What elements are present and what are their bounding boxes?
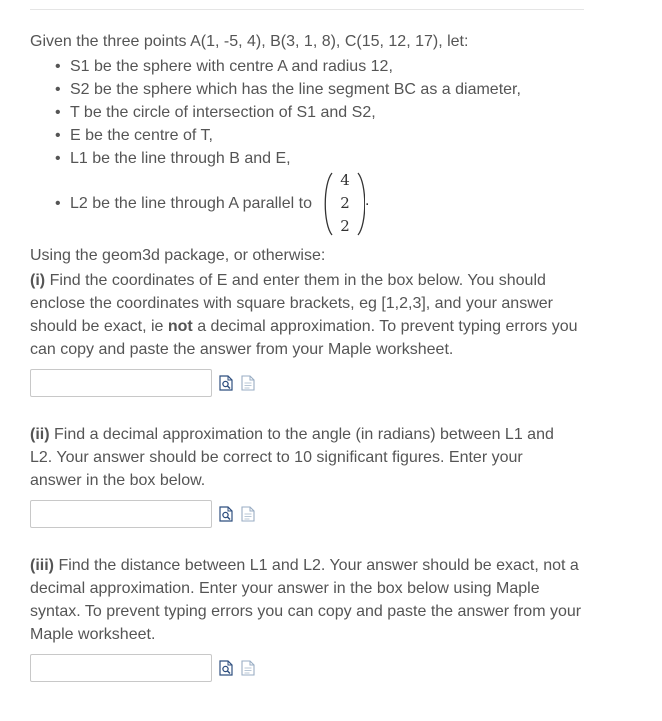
vector-entry-1: 4 <box>340 171 350 189</box>
part-iii-label: (iii) <box>30 557 54 574</box>
part-i <box>30 269 590 400</box>
part-i-answer-input[interactable] <box>30 369 212 397</box>
using-instruction: Using the geom3d package, or otherwise: <box>30 247 326 264</box>
preview-icon[interactable] <box>219 506 233 522</box>
document-icon[interactable] <box>241 660 255 676</box>
vector-period: . <box>365 192 370 209</box>
question-content <box>30 28 590 685</box>
definition-l1: • L1 be the line through B and E, <box>30 147 590 170</box>
part-ii <box>30 423 590 531</box>
part-ii-answer-row <box>30 500 590 531</box>
part-iii-answer-row <box>30 654 590 685</box>
vector-entry-2: 2 <box>340 194 350 212</box>
part-iii-line-1 <box>30 554 590 577</box>
part-i-text-3a: should be exact, ie <box>30 318 164 335</box>
preview-icon[interactable] <box>219 660 233 676</box>
part-i-label: (i) <box>30 272 46 289</box>
direction-vector <box>321 170 371 238</box>
preview-icon[interactable] <box>219 375 233 391</box>
definition-s1: • S1 be the sphere with centre A and radius 12, <box>30 55 590 78</box>
definition-l2-text: L2 be the line through A parallel to <box>70 195 312 212</box>
part-iii-answer-input[interactable] <box>30 654 212 682</box>
document-icon[interactable] <box>241 375 255 391</box>
part-iii-line-3: syntax. To prevent typing errors you can copy and paste the answer from your <box>30 603 582 620</box>
part-i-line-3 <box>30 315 590 338</box>
part-ii-line-2: L2. Your answer should be correct to 10 significant figures. Enter your <box>30 449 523 466</box>
part-i-line-2: enclose the coordinates with square brackets, eg [1,2,3], and your answer <box>30 295 553 312</box>
part-ii-text-1: Find a decimal approximation to the angle (in radians) between L1 and <box>54 426 554 443</box>
part-iii <box>30 554 590 685</box>
part-iii-line-2: decimal approximation. Enter your answer in the box below using Maple <box>30 580 540 597</box>
part-ii-answer-input[interactable] <box>30 500 212 528</box>
top-divider <box>30 9 584 10</box>
vector-entry-3: 2 <box>340 217 350 235</box>
question-intro: Given the three points A(1, -5, 4), B(3, 1, 8), C(15, 12, 17), let: <box>30 33 469 50</box>
part-i-bold-not: not <box>167 318 193 335</box>
part-iii-line-4: Maple worksheet. <box>30 626 156 643</box>
definition-t: • T be the circle of intersection of S1 and S2, <box>30 101 590 124</box>
document-icon[interactable] <box>241 506 255 522</box>
part-ii-line-3: answer in the box below. <box>30 472 206 489</box>
definition-e: • E be the centre of T, <box>30 124 590 147</box>
part-iii-text-1: Find the distance between L1 and L2. Your answer should be exact, not a <box>58 557 579 574</box>
part-ii-label: (ii) <box>30 426 50 443</box>
definition-list <box>30 55 590 238</box>
definition-l2 <box>30 170 590 238</box>
part-i-text-3b: a decimal approximation. To prevent typing errors you <box>197 318 578 335</box>
part-i-text-1: Find the coordinates of E and enter them in the box below. You should <box>49 272 546 289</box>
part-i-line-4: can copy and paste the answer from your Maple worksheet. <box>30 341 454 358</box>
part-i-answer-row <box>30 369 590 400</box>
part-ii-line-1 <box>30 423 590 446</box>
part-i-line-1 <box>30 269 590 292</box>
definition-s2: • S2 be the sphere which has the line segment BC as a diameter, <box>30 78 590 101</box>
